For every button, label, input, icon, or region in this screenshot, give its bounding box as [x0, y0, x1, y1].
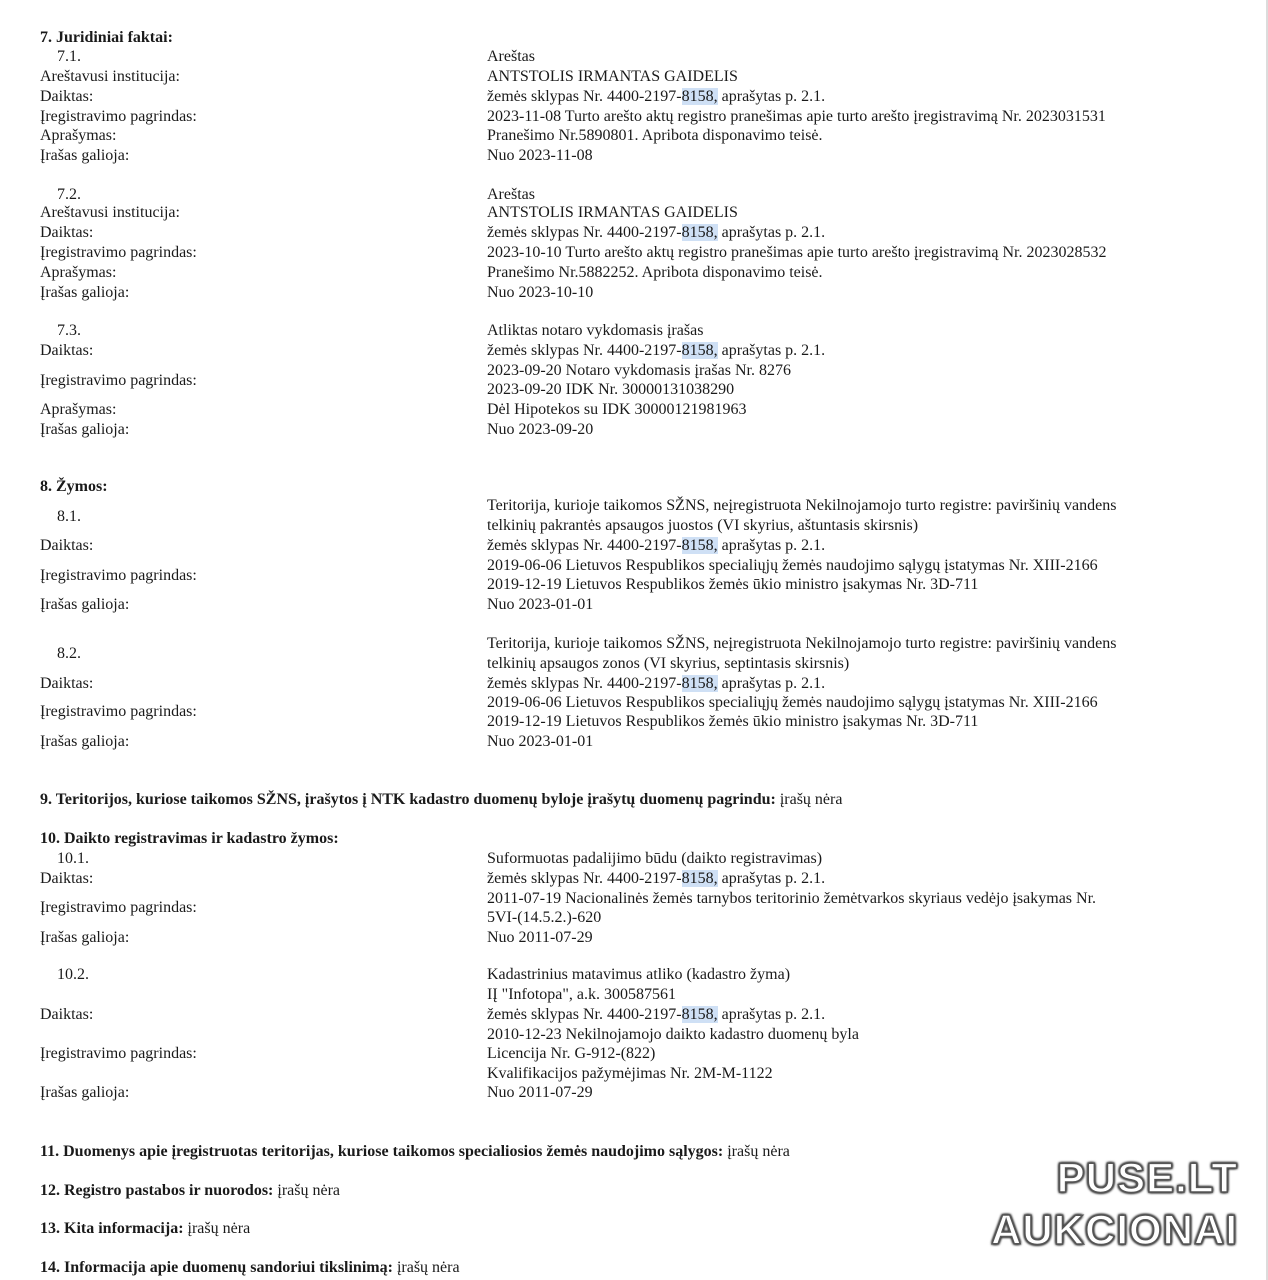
entry-10-2-type-1: Kadastrinius matavimus atliko (kadastro žyma) [487, 966, 791, 983]
entry-8-2-object-label: Daiktas: [40, 675, 94, 692]
entry-7-2-number: 7.2. [57, 186, 81, 203]
entry-8-1-basis-1: 2019-06-06 Lietuvos Respublikos specialiųjų žemės naudojimo sąlygų įstatymas Nr. XIII-2166 [487, 557, 1098, 574]
entry-7-1-valid-label: Įrašas galioja: [40, 147, 130, 164]
section-13 [40, 1219, 250, 1238]
highlighted-number: 8158, [681, 342, 718, 359]
section-10-title: 10. Daikto registravimas ir kadastro žymos: [40, 830, 339, 847]
entry-7-2-object: žemės sklypas Nr. 4400-2197-8158, aprašytas p. 2.1. [487, 224, 826, 241]
entry-7-2-basis-label: Įregistravimo pagrindas: [40, 244, 197, 261]
section-14 [40, 1258, 460, 1277]
entry-10-1-valid-label: Įrašas galioja: [40, 929, 130, 946]
entry-10-1-basis-2: 5VI-(14.5.2.)-620 [487, 909, 602, 926]
entry-8-1-valid: Nuo 2023-01-01 [487, 596, 594, 613]
entry-8-2-valid-label: Įrašas galioja: [40, 733, 130, 750]
entry-10-2-object-label: Daiktas: [40, 1006, 94, 1023]
entry-8-2-valid: Nuo 2023-01-01 [487, 733, 594, 750]
entry-10-2-basis-3: Kvalifikacijos pažymėjimas Nr. 2M-M-1122 [487, 1065, 773, 1082]
entry-8-2-basis-1: 2019-06-06 Lietuvos Respublikos specialiųjų žemės naudojimo sąlygų įstatymas Nr. XIII-2166 [487, 694, 1098, 711]
entry-7-3-description-label: Aprašymas: [40, 401, 117, 418]
entry-7-3-basis-label: Įregistravimo pagrindas: [40, 372, 197, 389]
highlighted-number: 8158, [681, 870, 718, 887]
entry-10-1-basis-label: Įregistravimo pagrindas: [40, 899, 197, 916]
entry-10-1-type: Suformuotas padalijimo būdu (daikto registravimas) [487, 850, 823, 867]
entry-7-1-institution-label: Areštavusi institucija: [40, 68, 180, 85]
entry-7-1-description: Pranešimo Nr.5890801. Apribota disponavimo teisė. [487, 127, 823, 144]
entry-8-1-basis-2: 2019-12-19 Lietuvos Respublikos žemės ūkio ministro įsakymas Nr. 3D-711 [487, 576, 979, 593]
entry-8-1-object: žemės sklypas Nr. 4400-2197-8158, aprašytas p. 2.1. [487, 537, 826, 554]
entry-7-2-valid: Nuo 2023-10-10 [487, 284, 594, 301]
section-12 [40, 1181, 340, 1200]
section-12-value: įrašų nėra [273, 1182, 341, 1199]
entry-7-1-basis: 2023-11-08 Turto arešto aktų registro pranešimas apie turto arešto įregistravimą Nr. 2023031531 [487, 108, 1106, 125]
section-13-title: 13. Kita informacija: [40, 1220, 184, 1237]
watermark-line-2: AUKCIONAI [991, 1206, 1238, 1253]
entry-7-2-basis: 2023-10-10 Turto arešto aktų registro pranešimas apie turto arešto įregistravimą Nr. 2023028532 [487, 244, 1107, 261]
entry-8-1-type-1: Teritorija, kurioje taikomos SŽNS, neįregistruota Nekilnojamojo turto registre: paviršinių vandens [487, 497, 1117, 514]
entry-7-3-type: Atliktas notaro vykdomasis įrašas [487, 322, 704, 339]
entry-8-1-type-2: telkinių pakrantės apsaugos juostos (VI skyrius, aštuntasis skirsnis) [487, 517, 919, 534]
entry-8-1-object-label: Daiktas: [40, 537, 94, 554]
entry-10-2-object: žemės sklypas Nr. 4400-2197-8158, aprašytas p. 2.1. [487, 1006, 826, 1023]
entry-7-1-number: 7.1. [57, 48, 81, 65]
section-14-value: įrašų nėra [392, 1259, 460, 1276]
highlighted-number: 8158, [681, 537, 718, 554]
entry-7-2-valid-label: Įrašas galioja: [40, 284, 130, 301]
section-9 [40, 790, 842, 809]
entry-7-3-valid-label: Įrašas galioja: [40, 421, 130, 438]
entry-7-3-basis-2: 2023-09-20 IDK Nr. 30000131038290 [487, 381, 735, 398]
entry-7-3-object: žemės sklypas Nr. 4400-2197-8158, aprašytas p. 2.1. [487, 342, 826, 359]
highlighted-number: 8158, [681, 675, 718, 692]
entry-7-2-institution-label: Areštavusi institucija: [40, 204, 180, 221]
highlighted-number: 8158, [681, 88, 718, 105]
entry-10-2-basis-2: Licencija Nr. G-912-(822) [487, 1045, 656, 1062]
entry-7-3-basis-1: 2023-09-20 Notaro vykdomasis įrašas Nr. 8276 [487, 362, 791, 379]
entry-10-1-valid: Nuo 2011-07-29 [487, 929, 593, 946]
section-7-title: 7. Juridiniai faktai: [40, 29, 173, 46]
section-8-title: 8. Žymos: [40, 478, 108, 495]
entry-10-1-object-label: Daiktas: [40, 870, 94, 887]
entry-7-2-type: Areštas [487, 186, 535, 203]
entry-7-3-object-label: Daiktas: [40, 342, 94, 359]
highlighted-number: 8158, [681, 1006, 718, 1023]
entry-8-1-number: 8.1. [57, 508, 81, 525]
entry-10-2-valid: Nuo 2011-07-29 [487, 1084, 593, 1101]
entry-8-1-valid-label: Įrašas galioja: [40, 596, 130, 613]
section-11 [40, 1142, 790, 1161]
section-9-value: įrašų nėra [775, 791, 843, 808]
entry-7-2-description-label: Aprašymas: [40, 264, 117, 281]
entry-10-2-type-2: IĮ "Infotopa", a.k. 300587561 [487, 986, 677, 1003]
entry-7-1-object-label: Daiktas: [40, 88, 94, 105]
entry-8-1-basis-label: Įregistravimo pagrindas: [40, 567, 197, 584]
entry-8-2-basis-2: 2019-12-19 Lietuvos Respublikos žemės ūkio ministro įsakymas Nr. 3D-711 [487, 713, 979, 730]
entry-7-1-object: žemės sklypas Nr. 4400-2197-8158, aprašytas p. 2.1. [487, 88, 826, 105]
entry-8-2-number: 8.2. [57, 645, 81, 662]
entry-7-3-description: Dėl Hipotekos su IDK 30000121981963 [487, 401, 747, 418]
entry-7-2-institution: ANTSTOLIS IRMANTAS GAIDELIS [487, 204, 738, 221]
entry-8-2-type-2: telkinių apsaugos zonos (VI skyrius, septintasis skirsnis) [487, 655, 850, 672]
entry-7-3-number: 7.3. [57, 322, 81, 339]
entry-7-1-valid: Nuo 2023-11-08 [487, 147, 593, 164]
section-11-title: 11. Duomenys apie įregistruotas teritorijas, kuriose taikomos specialiosios žemės naudojimo sąlygos: [40, 1143, 724, 1160]
entry-10-1-number: 10.1. [57, 850, 89, 867]
entry-10-2-basis-1: 2010-12-23 Nekilnojamojo daikto kadastro duomenų byla [487, 1026, 859, 1043]
section-12-title: 12. Registro pastabos ir nuorodos: [40, 1182, 274, 1199]
entry-10-2-basis-label: Įregistravimo pagrindas: [40, 1045, 197, 1062]
highlighted-number: 8158, [681, 224, 718, 241]
entry-10-1-basis-1: 2011-07-19 Nacionalinės žemės tarnybos teritorinio žemėtvarkos skyriaus vedėjo įsakymas Nr. [487, 890, 1097, 907]
entry-7-1-basis-label: Įregistravimo pagrindas: [40, 108, 197, 125]
entry-7-1-institution: ANTSTOLIS IRMANTAS GAIDELIS [487, 68, 738, 85]
entry-8-2-type-1: Teritorija, kurioje taikomos SŽNS, neįregistruota Nekilnojamojo turto registre: paviršinių vandens [487, 635, 1117, 652]
entry-10-1-object: žemės sklypas Nr. 4400-2197-8158, aprašytas p. 2.1. [487, 870, 826, 887]
entry-10-2-valid-label: Įrašas galioja: [40, 1084, 130, 1101]
entry-7-2-object-label: Daiktas: [40, 224, 94, 241]
watermark-line-1: PUSE.LT [1056, 1154, 1238, 1201]
section-9-title: 9. Teritorijos, kuriose taikomos SŽNS, įrašytos į NTK kadastro duomenų byloje įrašytų duomenų pagrindu: [40, 791, 776, 808]
entry-7-1-description-label: Aprašymas: [40, 127, 117, 144]
entry-8-2-object: žemės sklypas Nr. 4400-2197-8158, aprašytas p. 2.1. [487, 675, 826, 692]
entry-7-2-description: Pranešimo Nr.5882252. Apribota disponavimo teisė. [487, 264, 823, 281]
entry-7-1-type: Areštas [487, 48, 535, 65]
entry-7-3-valid: Nuo 2023-09-20 [487, 421, 594, 438]
entry-8-2-basis-label: Įregistravimo pagrindas: [40, 703, 197, 720]
watermark-logo [991, 1152, 1238, 1256]
section-14-title: 14. Informacija apie duomenų sandoriui tikslinimą: [40, 1259, 393, 1276]
section-11-value: įrašų nėra [723, 1143, 790, 1160]
entry-10-2-number: 10.2. [57, 966, 89, 983]
section-13-value: įrašų nėra [183, 1220, 251, 1237]
